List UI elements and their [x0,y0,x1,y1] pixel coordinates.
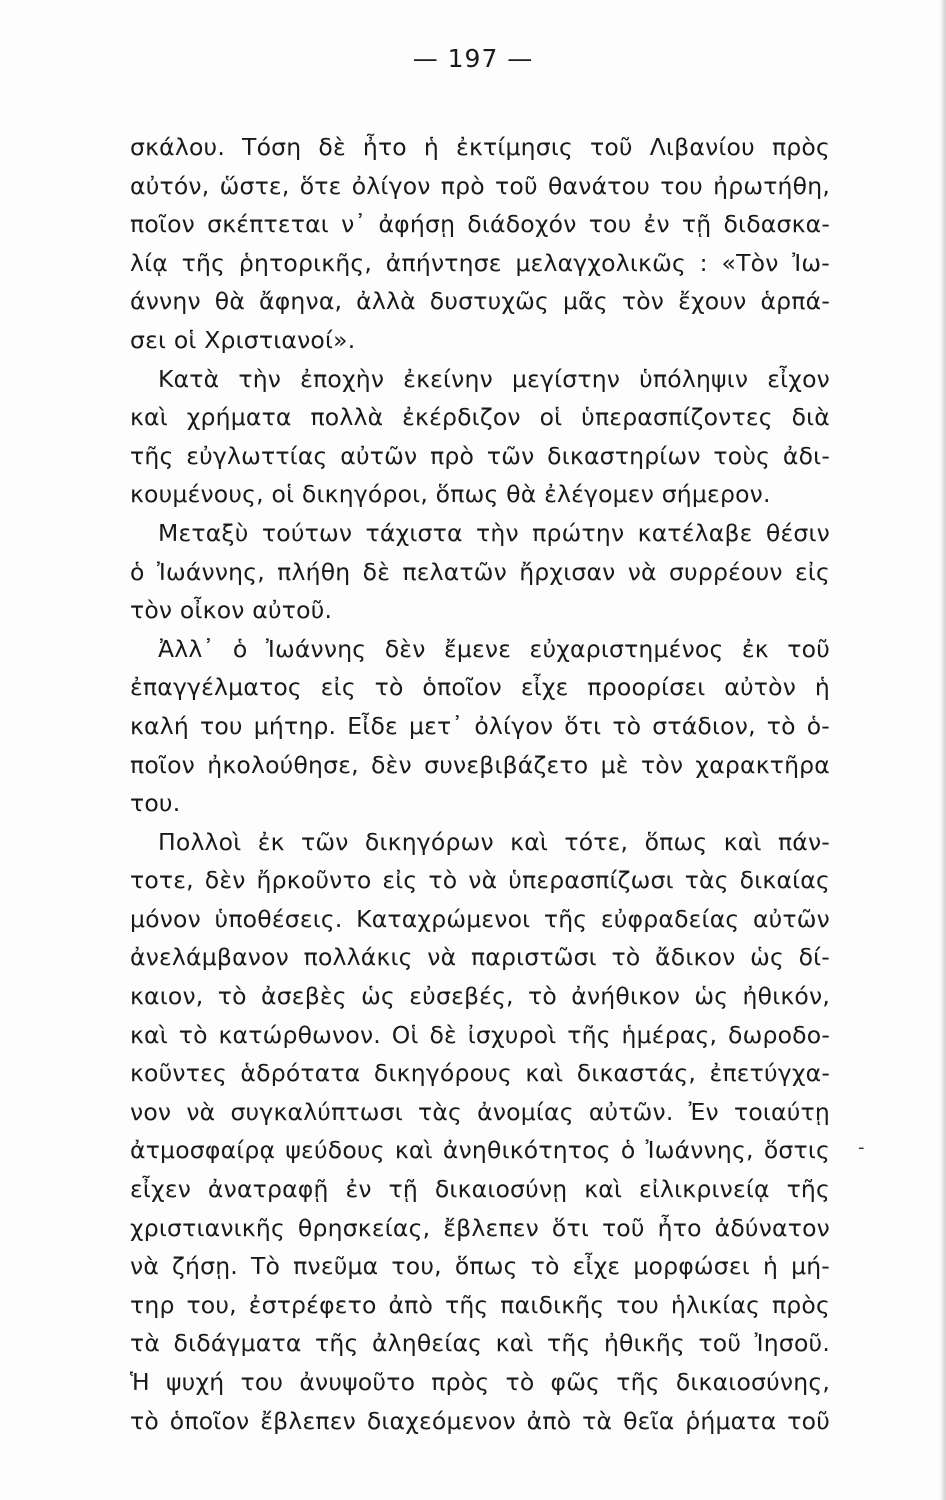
page-number: — 197 — [412,44,534,73]
text-line: κοῦντες ἁδρότατα δικηγόρους καὶ δικαστάς, ἐπετύγχα- [130,1059,830,1088]
paragraph-start-line: Ἀλλ᾽ ὁ Ἰωάννης δὲν ἔμενε εὐχαριστημένος ἐκ τοῦ [158,634,830,663]
text-line: κουμένους, οἱ δικηγόροι, ὅπως θὰ ἐλέγομεν σήμερον. [130,480,771,509]
text-line: τὸ ὁποῖον ἔβλεπεν διαχεόμενον ἀπὸ τὰ θεῖα ῥήματα τοῦ [130,1406,830,1435]
margin-mark: - [858,1137,865,1158]
text-line: αὐτόν, ὥστε, ὅτε ὀλίγον πρὸ τοῦ θανάτου του ἠρωτήθη, [130,171,830,200]
text-line: άννην θὰ ἄφηνα, ἀλλὰ δυστυχῶς μᾶς τὸν ἔχουν ἁρπά- [130,287,830,316]
paragraph-start-line: Μεταξὺ τούτων τάχιστα τὴν πρώτην κατέλαβε θέσιν [158,518,830,547]
text-line: τηρ του, ἐστρέφετο ἀπὸ τῆς παιδικῆς του ἡλικίας πρὸς [130,1290,830,1319]
text-line: μόνον ὑποθέσεις. Καταχρώμενοι τῆς εὐφραδείας αὐτῶν [130,904,830,933]
text-line: ποῖον σκέπτεται ν᾽ ἀφήσῃ διάδοχόν του ἐν τῇ διδασκα- [130,210,830,239]
text-line: τοτε, δὲν ἤρκοῦντο εἰς τὸ νὰ ὑπερασπίζωσι τὰς δικαίας [130,866,830,895]
body-text [130,128,830,1440]
text-line: ἀνελάμβανον πολλάκις νὰ παριστῶσι τὸ ἄδικον ὡς δί- [130,943,830,972]
text-line: ἀτμοσφαίρᾳ ψεύδους καὶ ἀνηθικότητος ὁ Ἰωάννης, ὅστις [130,1136,830,1165]
text-line: ὁ Ἰωάννης, πλήθη δὲ πελατῶν ἤρχισαν νὰ συρρέουν εἰς [130,557,830,586]
text-line: Ἡ ψυχή του ἀνυψοῦτο πρὸς τὸ φῶς τῆς δικαιοσύνης, [130,1368,830,1396]
text-line: χριστιανικῆς θρησκείας, ἔβλεπεν ὅτι τοῦ ἦτο ἀδύνατον [130,1213,830,1242]
text-line: σκάλου. Τόση δὲ ἦτο ἡ ἐκτίμησις τοῦ Λιβανίου πρὸς [130,133,830,161]
text-line: σει οἱ Χριστιανοί». [130,325,356,354]
text-line: ποῖον ἠκολούθησε, δὲν συνεβιβάζετο μὲ τὸν χαρακτῆρα [130,750,830,779]
text-line: τὰ διδάγματα τῆς ἀληθείας καὶ τῆς ἠθικῆς τοῦ Ἰησοῦ. [130,1329,830,1358]
text-line: ἐπαγγέλματος εἰς τὸ ὁποῖον εἶχε προορίσει αὐτὸν ἡ [130,673,830,702]
text-line: λίᾳ τῆς ῥητορικῆς, ἀπήντησε μελαγχολικῶς : «Τὸν Ἰω- [130,248,830,277]
text-line: τῆς εὐγλωττίας αὐτῶν πρὸ τῶν δικαστηρίων τοὺς ἀδι- [130,441,830,470]
text-line: καὶ τὸ κατώρθωνον. Οἱ δὲ ἰσχυροὶ τῆς ἡμέρας, δωροδο- [130,1020,830,1049]
text-line: νον νὰ συγκαλύπτωσι τὰς ἀνομίας αὐτῶν. Ἐν τοιαύτῃ [130,1097,830,1126]
page-edge-shadow [940,0,946,1500]
text-line: καὶ χρήματα πολλὰ ἐκέρδιζον οἱ ὑπερασπίζοντες διὰ [130,403,830,432]
paragraph-start-line: Κατὰ τὴν ἐποχὴν ἐκείνην μεγίστην ὑπόληψιν εἶχον [158,364,830,393]
text-line: του. [130,789,181,818]
text-line: καλή του μήτηρ. Εἶδε μετ᾽ ὀλίγον ὅτι τὸ στάδιον, τὸ ὁ- [130,711,830,740]
text-line: νὰ ζήσῃ. Τὸ πνεῦμα του, ὅπως τὸ εἶχε μορφώσει ἡ μή- [130,1252,830,1281]
text-line: καιον, τὸ ἀσεβὲς ὡς εὐσεβές, τὸ ἀνήθικον ὡς ἠθικόν, [130,982,830,1011]
text-line: εἶχεν ἀνατραφῇ ἐν τῇ δικαιοσύνῃ καὶ εἰλικρινείᾳ τῆς [130,1175,830,1204]
paragraph-start-line: Πολλοὶ ἐκ τῶν δικηγόρων καὶ τότε, ὅπως καὶ πάν- [158,827,830,856]
text-line: τὸν οἶκον αὐτοῦ. [130,596,333,625]
